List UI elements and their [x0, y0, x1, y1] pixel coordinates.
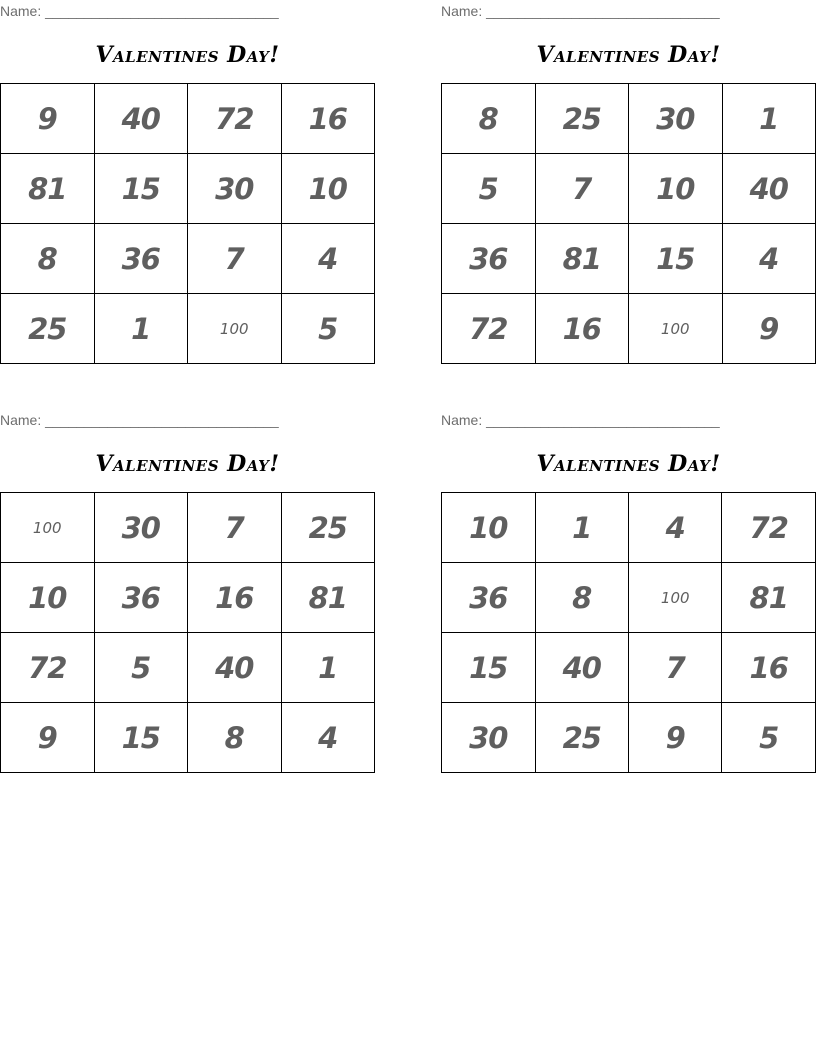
grid-cell[interactable]: 4	[281, 224, 375, 294]
grid-cell[interactable]: 40	[722, 154, 816, 224]
grid-cell[interactable]: 15	[442, 633, 536, 703]
grid-cell[interactable]: 9	[629, 703, 722, 773]
grid-cell[interactable]: 9	[1, 84, 95, 154]
grid-cell[interactable]: 5	[722, 703, 816, 773]
grid-cell[interactable]: 72	[722, 493, 816, 563]
grid-cell[interactable]: 36	[94, 563, 188, 633]
grid-row	[1, 84, 375, 154]
grid-cell[interactable]: 5	[281, 294, 375, 364]
bingo-grid	[0, 492, 375, 773]
grid-cell[interactable]: 81	[535, 224, 629, 294]
grid-cell[interactable]: 10	[629, 154, 723, 224]
grid-row	[442, 703, 816, 773]
grid-cell[interactable]: 16	[281, 84, 375, 154]
grid-cell[interactable]: 40	[94, 84, 188, 154]
grid-row	[1, 154, 375, 224]
grid-row	[442, 493, 816, 563]
grid-cell[interactable]: 5	[442, 154, 536, 224]
grid-cell[interactable]: 16	[535, 294, 629, 364]
grid-cell[interactable]: 7	[629, 633, 722, 703]
grid-row	[1, 563, 375, 633]
bingo-grid	[0, 83, 375, 364]
grid-cell[interactable]: 7	[188, 493, 282, 563]
grid-cell[interactable]: 100	[629, 563, 722, 633]
grid-cell[interactable]: 7	[535, 154, 629, 224]
grid-cell[interactable]: 10	[1, 563, 95, 633]
grid-cell[interactable]: 36	[94, 224, 188, 294]
grid-cell[interactable]: 8	[1, 224, 95, 294]
name-field[interactable]: Name: ______________________________	[441, 3, 720, 19]
grid-row	[442, 154, 816, 224]
grid-cell[interactable]: 81	[281, 563, 375, 633]
grid-cell[interactable]: 30	[442, 703, 536, 773]
grid-cell[interactable]: 10	[281, 154, 375, 224]
grid-cell[interactable]: 5	[94, 633, 188, 703]
grid-row	[1, 703, 375, 773]
grid-cell[interactable]: 25	[281, 493, 375, 563]
grid-row	[442, 633, 816, 703]
grid-cell[interactable]: 1	[281, 633, 375, 703]
grid-cell[interactable]: 100	[629, 294, 723, 364]
grid-cell[interactable]: 40	[188, 633, 282, 703]
grid-cell[interactable]: 15	[94, 703, 188, 773]
grid-cell[interactable]: 10	[442, 493, 536, 563]
bingo-grid	[441, 492, 816, 773]
grid-row	[1, 224, 375, 294]
grid-cell[interactable]: 72	[1, 633, 95, 703]
grid-cell[interactable]: 8	[442, 84, 536, 154]
grid-cell[interactable]: 100	[188, 294, 282, 364]
card-title: Valentines Day!	[536, 451, 721, 477]
grid-cell[interactable]: 1	[722, 84, 816, 154]
grid-row	[1, 493, 375, 563]
grid-cell[interactable]: 8	[535, 563, 629, 633]
grid-cell[interactable]: 100	[1, 493, 95, 563]
grid-row	[1, 294, 375, 364]
grid-cell[interactable]: 1	[535, 493, 629, 563]
grid-cell[interactable]: 4	[629, 493, 722, 563]
grid-cell[interactable]: 30	[188, 154, 282, 224]
grid-row	[1, 633, 375, 703]
grid-cell[interactable]: 4	[722, 224, 816, 294]
grid-row	[442, 294, 816, 364]
grid-cell[interactable]: 25	[535, 703, 629, 773]
grid-cell[interactable]: 4	[281, 703, 375, 773]
grid-cell[interactable]: 30	[94, 493, 188, 563]
name-field[interactable]: Name: ______________________________	[0, 412, 279, 428]
grid-cell[interactable]: 7	[188, 224, 282, 294]
grid-cell[interactable]: 72	[188, 84, 282, 154]
grid-cell[interactable]: 72	[442, 294, 536, 364]
grid-cell[interactable]: 36	[442, 224, 536, 294]
grid-row	[442, 84, 816, 154]
grid-cell[interactable]: 25	[535, 84, 629, 154]
grid-cell[interactable]: 15	[629, 224, 723, 294]
name-field[interactable]: Name: ______________________________	[0, 3, 279, 19]
grid-cell[interactable]: 25	[1, 294, 95, 364]
bingo-grid	[441, 83, 816, 364]
grid-cell[interactable]: 9	[722, 294, 816, 364]
grid-cell[interactable]: 81	[722, 563, 816, 633]
card-title: Valentines Day!	[536, 42, 721, 68]
grid-row	[442, 224, 816, 294]
card-title: Valentines Day!	[95, 42, 280, 68]
grid-cell[interactable]: 8	[188, 703, 282, 773]
grid-cell[interactable]: 16	[722, 633, 816, 703]
grid-cell[interactable]: 81	[1, 154, 95, 224]
grid-cell[interactable]: 36	[442, 563, 536, 633]
grid-cell[interactable]: 9	[1, 703, 95, 773]
grid-row	[442, 563, 816, 633]
card-title: Valentines Day!	[95, 451, 280, 477]
name-field[interactable]: Name: ______________________________	[441, 412, 720, 428]
grid-cell[interactable]: 40	[535, 633, 629, 703]
grid-cell[interactable]: 1	[94, 294, 188, 364]
grid-cell[interactable]: 16	[188, 563, 282, 633]
grid-cell[interactable]: 15	[94, 154, 188, 224]
grid-cell[interactable]: 30	[629, 84, 723, 154]
